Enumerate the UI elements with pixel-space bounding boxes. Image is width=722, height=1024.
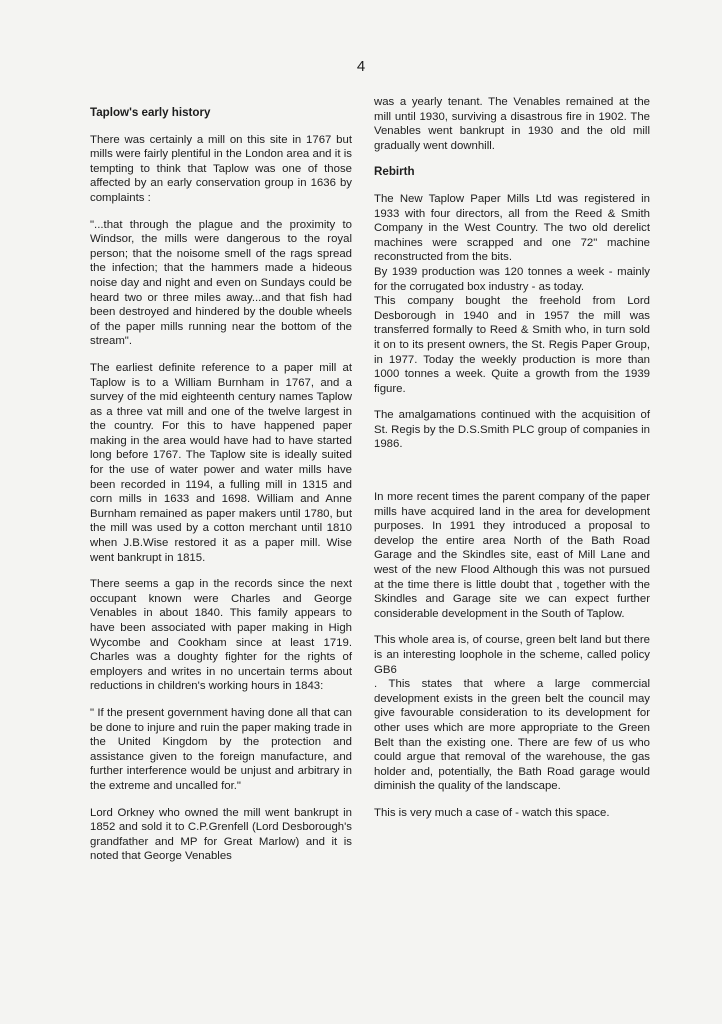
paragraph: This company bought the freehold from Lord Desborough in 1940 and in 1957 the mill was transferred formally to Reed & Smith who, in turn sold it on to its present owners, the St. Regis Paper Group, in 1977. Today the weekly production is more than 1000 tonnes a week. Quite a growth from the 1939 figure. [374, 295, 650, 395]
left-column [90, 106, 352, 876]
right-column [374, 95, 650, 833]
paragraph: By 1939 production was 120 tonnes a week - mainly for the corrugated box industry - as today. [374, 265, 650, 293]
paragraph: The New Taplow Paper Mills Ltd was registered in 1933 with four directors, all from the Reed & Smith Company in the West Country. The two old derelict machines were scrapped and one 72" machine reconstructed from the bits. [374, 192, 650, 264]
paragraph: was a yearly tenant. The Venables remained at the mill until 1930, surviving a disastrous fire in 1902. The Venables went bankrupt in 1930 and the old mill gradually went downhill. [374, 96, 650, 152]
paragraph: In more recent times the parent company of the paper mills have acquired land in the area for development purposes. In 1991 they introduced a proposal to develop the entire area North of the Bath Road Garage and the Skindles site, east of Mill Lane and west of the new Flood Although this was not pursued at the time there is little doubt that , together with the Skindles and Garage site we can expect further considerable development in the South of Taplow. [374, 491, 650, 620]
paragraph: The amalgamations continued with the acquisition of St. Regis by the D.S.Smith PLC group of companies in 1986. [374, 409, 650, 451]
quote-paragraph: "...that through the plague and the proximity to Windsor, the mills were dangerous to the royal person; that the noisome smell of the rags spread the infection; that the hammers made a hideous noise day and night and even on Sundays could be heard two or three miles away...and that fish had been destroyed and hindered by the double wheels of the paper mills running near the bottom of the stream". [90, 218, 352, 348]
paragraph: . This states that where a large commercial development exists in the green belt the council may give favourable consideration to its development for other uses which are more appropriate to the Green Belt than the existing one. There are few of us who could argue that removal of the warehouse, the gas holder and, potentially, the Bath Road garage would diminish the quality of the landscape. [374, 678, 650, 793]
section-heading-rebirth: Rebirth [374, 165, 415, 179]
paragraph: There seems a gap in the records since the next occupant known were Charles and George Venables in about 1840. This family appears to have been associated with paper making in High Wycombe and Cookham since at least 1719. Charles was a doughty fighter for the rights of employers and writes in no uncertain terms about reductions in children's working hours in 1843: [90, 578, 352, 693]
paragraph: There was certainly a mill on this site in 1767 but mills were fairly plentiful in the London area and it is tempting to think that Taplow was one of those affected by an early conservation group in 1636 by complaints : [90, 133, 352, 204]
paragraph: This is very much a case of - watch this space. [374, 806, 610, 819]
paragraph: This whole area is, of course, green belt land but there is an interesting loophole in the scheme, called policy GB6 [374, 634, 650, 676]
paragraph: The earliest definite reference to a paper mill at Taplow is to a William Burnham in 1767, and a survey of the mid eighteenth century names Taplow as a three vat mill and one of the twelve largest in the country. For this to have happened paper making in the area would have had to have started long before 1767. The Taplow site is ideally suited for the use of water power and water mills have been recorded in 1194, a fulling mill in 1315 and corn mills in 1633 and 1698. William and Anne Burnham remained as paper makers until 1780, but the mill was used by a cotton merchant until 1810 when J.B.Wise restored it as a paper mill. Wise went bankrupt in 1815. [90, 361, 352, 564]
section-heading-early-history: Taplow's early history [90, 106, 211, 119]
page-number: 4 [356, 58, 366, 75]
paragraph: Lord Orkney who owned the mill went bankrupt in 1852 and sold it to C.P.Grenfell (Lord Desborough's grandfather and MP for Great Marlow) and it is noted that George Venables [90, 806, 352, 863]
quote-paragraph: " If the present government having done all that can be done to injure and ruin the paper making trade in the United Kingdom by the protection and assistance given to the foreign manufacture, and further interference would be unjust and arbitrary in the extreme and uncalled for." [90, 706, 352, 792]
